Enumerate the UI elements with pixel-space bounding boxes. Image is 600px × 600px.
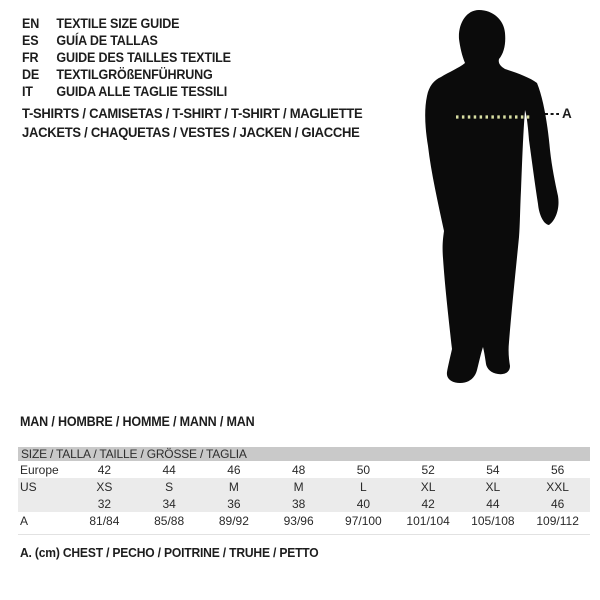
table-cell: 48 xyxy=(291,462,306,477)
table-cell: XL xyxy=(485,479,501,494)
language-row-es xyxy=(22,32,231,49)
table-cell: 54 xyxy=(486,462,500,477)
table-cell: M xyxy=(228,479,239,494)
table-cell: 42 xyxy=(97,462,112,477)
language-list xyxy=(22,15,231,100)
table-cell: 105/108 xyxy=(471,514,515,528)
language-label: GUIDE DES TAILLES TEXTILE xyxy=(56,50,231,65)
table-cell: 56 xyxy=(550,462,565,477)
table-cell: S xyxy=(165,479,174,494)
table-cell: XL xyxy=(420,479,436,494)
language-row-de xyxy=(22,66,231,83)
table-cell: 46 xyxy=(550,496,565,511)
garment-categories xyxy=(22,104,362,141)
table-cell: 109/112 xyxy=(536,514,579,528)
table-cell: 32 xyxy=(97,496,112,511)
man-silhouette-figure xyxy=(410,8,580,390)
table-cell: 36 xyxy=(227,496,241,511)
row-label: US xyxy=(20,479,37,494)
table-row-us-numeric xyxy=(18,495,590,512)
table-cell: 44 xyxy=(486,496,500,511)
category-tshirts: T-SHIRTS / CAMISETAS / T-SHIRT / T-SHIRT / MAGLIETTE xyxy=(22,105,363,121)
table-cell: 50 xyxy=(356,462,371,477)
language-row-it xyxy=(22,83,231,100)
table-cell: 85/88 xyxy=(154,514,185,528)
language-label: GUÍA DE TALLAS xyxy=(56,33,158,48)
row-label: A xyxy=(20,514,29,528)
table-cell: 40 xyxy=(356,496,371,511)
table-cell: 81/84 xyxy=(89,514,120,528)
category-jackets: JACKETS / CHAQUETAS / VESTES / JACKEN / GIACCHE xyxy=(22,123,360,140)
table-bottom-divider xyxy=(18,534,590,535)
language-code: EN xyxy=(22,16,40,31)
table-cell: 101/104 xyxy=(406,514,450,528)
measure-label-a: A xyxy=(562,106,572,121)
table-cell: M xyxy=(293,479,304,494)
size-table xyxy=(18,447,590,535)
table-cell: 52 xyxy=(421,462,435,477)
language-code: ES xyxy=(22,33,39,48)
table-cell: 97/100 xyxy=(345,514,382,528)
language-code: DE xyxy=(22,67,40,82)
language-row-fr xyxy=(22,49,231,66)
table-cell: L xyxy=(360,479,367,494)
table-cell: XS xyxy=(96,479,113,494)
table-cell: 93/96 xyxy=(283,514,314,528)
table-row-us xyxy=(18,478,590,495)
language-label: TEXTILE SIZE GUIDE xyxy=(56,16,180,31)
section-title-man: MAN / HOMBRE / HOMME / MANN / MAN xyxy=(20,414,255,429)
table-cell: 42 xyxy=(421,496,435,511)
language-label: TEXTILGRÖßENFÜHRUNG xyxy=(56,67,213,82)
language-code: FR xyxy=(22,50,39,65)
language-row-en xyxy=(22,15,231,32)
size-table-header: SIZE / TALLA / TAILLE / GRÖSSE / TAGLIA xyxy=(18,447,590,461)
table-cell: 38 xyxy=(291,496,306,511)
footnote-chest: A. (cm) CHEST / PECHO / POITRINE / TRUHE / PETTO xyxy=(20,545,319,560)
row-label: Europe xyxy=(20,462,59,477)
table-cell: XXL xyxy=(546,479,569,494)
table-cell: 34 xyxy=(162,496,176,511)
table-row-chest-a xyxy=(18,512,590,530)
table-cell: 46 xyxy=(227,462,241,477)
man-silhouette xyxy=(425,10,558,383)
table-cell: 89/92 xyxy=(218,514,249,528)
language-label: GUIDA ALLE TAGLIE TESSILI xyxy=(56,84,228,99)
table-cell: 44 xyxy=(162,462,176,477)
table-row-europe xyxy=(18,461,590,478)
language-code: IT xyxy=(22,84,33,99)
